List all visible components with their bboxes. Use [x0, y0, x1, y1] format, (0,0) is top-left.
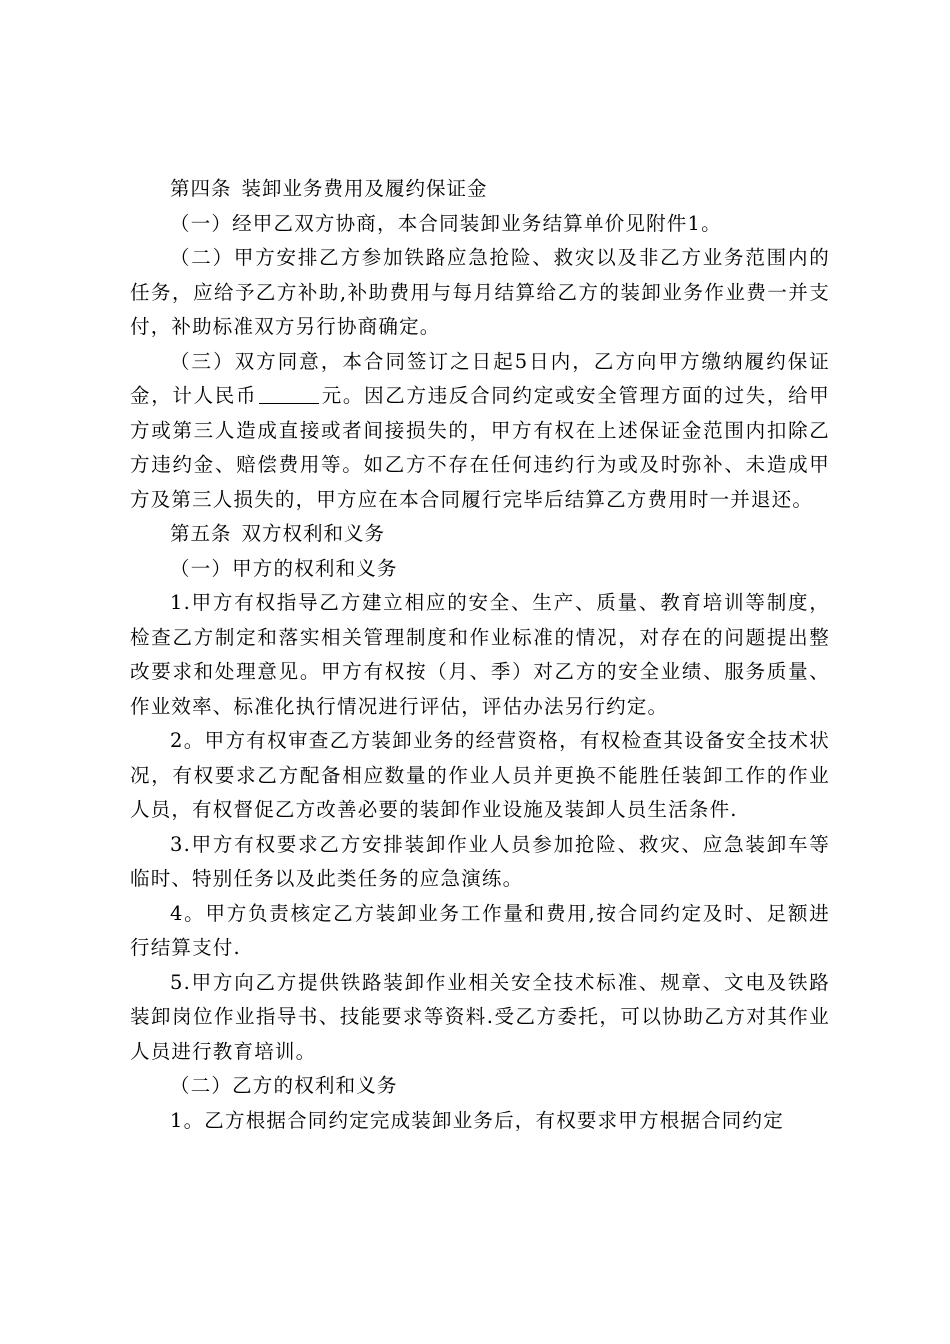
article-4-clause-2: （二）甲方安排乙方参加铁路应急抢险、救灾以及非乙方业务范围内的任务，应给予乙方补助,补助费用与每月结算给乙方的装卸业务作业费一并支付，补助标准双方另行协商确定。 [130, 246, 830, 338]
party-a-item-2: 2。甲方有权审查乙方装卸业务的经营资格，有权检查其设备安全技术状况，有权要求乙方配备相应数量的作业人员并更换不能胜任装卸工作的作业人员，有权督促乙方改善必要的装卸作业设施及装卸人员生活条件. [130, 729, 830, 821]
article-5-title: 双方权利和义务 [241, 522, 386, 545]
article-4-clause-1: （一）经甲乙双方协商，本合同装卸业务结算单价见附件1。 [170, 211, 722, 235]
document-body [130, 172, 830, 1138]
amount-blank-line [259, 385, 319, 404]
party-a-item-1: 1.甲方有权指导乙方建立相应的安全、生产、质量、教育培训等制度，检查乙方制定和落实相关管理制度和作业标准的情况，对存在的问题提出整改要求和处理意见。甲方有权按（月、季）对乙方的安全业绩、服务质量、作业效率、标准化执行情况进行评估，评估办法另行约定。 [130, 591, 830, 718]
clause-3-text-a: （三）双方同意，本合同签订之日起5日内，乙方向甲方缴纳履约保证金，计人民币 [130, 349, 830, 407]
party-b-section-title: （二）乙方的权利和义务 [170, 1074, 398, 1097]
party-a-item-3: 3.甲方有权要求乙方安排装卸作业人员参加抢险、救灾、应急装卸车等临时、特别任务以及此类任务的应急演练。 [130, 832, 830, 890]
article-4-title: 装卸业务费用及履约保证金 [241, 177, 488, 200]
clause-3-text-b: 元。因乙方违反合同约定或安全管理方面的过失，给甲方或第三人造成直接或者间接损失的，甲方有权在上述保证金范围内扣除乙方违约金、赔偿费用等。如乙方不存在任何违约行为或及时弥补、未造成甲方及第三人损失的，甲方应在本合同履行完毕后结算乙方费用时一并退还。 [130, 384, 830, 511]
article-4-heading [130, 172, 830, 207]
party-b-item-1: 1。乙方根据合同约定完成装卸业务后，有权要求甲方根据合同约定 [170, 1108, 784, 1132]
article-5-heading [130, 517, 830, 552]
article-5-number: 第五条 [170, 522, 232, 545]
article-4-number: 第四条 [170, 177, 232, 200]
party-a-section-title: （一）甲方的权利和义务 [170, 556, 398, 580]
party-a-item-4: 4。甲方负责核定乙方装卸业务工作量和费用,按合同约定及时、足额进行结算支付. [130, 901, 830, 959]
article-4-clause-3 [130, 345, 830, 518]
party-a-item-5: 5.甲方向乙方提供铁路装卸作业相关安全技术标准、规章、文电及铁路装卸岗位作业指导书、技能要求等资料.受乙方委托，可以协助乙方对其作业人员进行教育培训。 [130, 970, 830, 1063]
